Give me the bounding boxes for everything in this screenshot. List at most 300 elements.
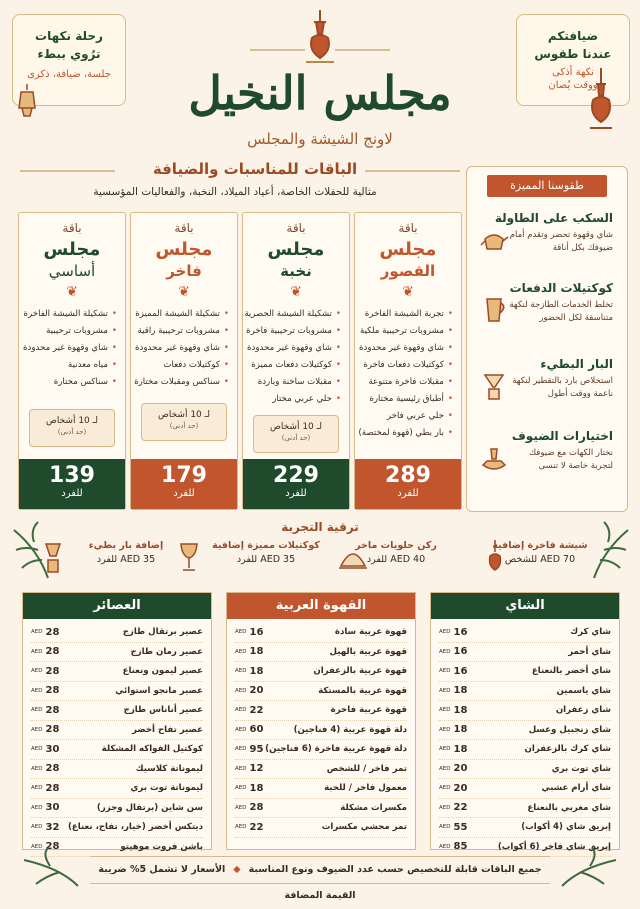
teapot-icon [479, 225, 509, 255]
menu-item [439, 740, 611, 760]
price-value: 16 [453, 665, 468, 677]
menu-item-name: عصير ليمون ونعناع [122, 666, 203, 677]
package-kind: باقة [62, 221, 82, 235]
right-slogan-line1: ضيافتكم [547, 29, 599, 43]
price-value: 18 [249, 782, 264, 794]
package-name-2: فاخر [166, 262, 202, 280]
menu-item-name: ليموناتة توت بري [130, 783, 203, 794]
upgrade-title: ركن حلويات ماخر [355, 540, 437, 551]
menu-item-price [235, 763, 263, 774]
package-price-value: 289 [385, 463, 431, 488]
menu-item [31, 682, 203, 702]
menu-item-name: مكسرات مشكلة [340, 802, 407, 813]
footer-separator-icon: ◆ [233, 864, 241, 875]
currency-label: AED [235, 765, 247, 772]
menu-item [31, 799, 203, 819]
package-kind: باقة [174, 221, 194, 235]
price-value: 32 [45, 821, 60, 833]
fan-ornament-icon: ❦ [402, 284, 414, 300]
upgrade-item [56, 540, 196, 580]
ritual-title: السكب على الطاولة [494, 211, 613, 225]
menu-item-name: عصير أناناس طازج [123, 705, 203, 716]
package-price-value: 179 [161, 463, 207, 488]
package-features [131, 306, 237, 391]
price-value: 28 [45, 704, 60, 716]
package-price [19, 459, 125, 509]
menu-item-price [439, 822, 467, 833]
menu-item-price [439, 685, 467, 696]
currency-label: AED [235, 648, 247, 655]
price-value: 12 [249, 763, 264, 775]
package-feature: • مشروبات ترحيبية فاخرة [247, 323, 341, 340]
min-guests-note: (حد أدنى) [169, 422, 199, 430]
menu-item-name: ديتكس أخضر (خيار، تفاح، نعناع) [68, 822, 203, 833]
currency-label: AED [439, 687, 451, 694]
price-value: 18 [249, 646, 264, 658]
dripper-icon [479, 371, 509, 401]
package-feature: • شاي وقهوة غير محدودة [359, 340, 453, 357]
currency-label: AED [31, 785, 43, 792]
menu-item [235, 799, 407, 819]
menu-item-price [235, 724, 263, 735]
menu-header: العصائر [23, 593, 211, 619]
menu-item-price [31, 724, 59, 735]
menu-item [235, 721, 407, 741]
menu-item-name: إبريق شاي (4 أكواب) [521, 822, 611, 833]
menu-rows [431, 619, 619, 857]
menu-item-price [31, 802, 59, 813]
price-value: 28 [45, 724, 60, 736]
package-feature: • حلي عربي فاخر [359, 408, 453, 425]
currency-label: AED [439, 707, 451, 714]
menu-item-name: شاي زعفران [555, 705, 611, 716]
currency-label: AED [439, 824, 451, 831]
menu-item-price [439, 783, 467, 794]
menu-item-price [439, 841, 467, 852]
menu-arabic-coffee [226, 592, 416, 850]
menu-item-price [439, 705, 467, 716]
package-card-luxury [130, 212, 238, 510]
currency-label: AED [235, 687, 247, 694]
menu-item [235, 662, 407, 682]
upgrade-title: كوكتيلات مميزة إضافية [212, 540, 320, 551]
menu-item [31, 662, 203, 682]
ritual-title: اختيارات الضيوف [511, 429, 613, 443]
menu-item-name: قهوة عربية بالمستكة [318, 685, 407, 696]
package-name: مجلس [155, 239, 213, 260]
menu-item [31, 760, 203, 780]
menu-item-name: قهوة عربية بالزعفران [313, 666, 407, 677]
menu-rows [227, 619, 415, 838]
menu-item-price [439, 627, 467, 638]
price-value: 18 [453, 724, 468, 736]
package-price [131, 459, 237, 509]
menu-item-price [235, 705, 263, 716]
section-divider-icon [20, 168, 460, 174]
min-guests-box [29, 409, 115, 447]
menu-item [439, 721, 611, 741]
ritual-desc: نختار الكهات مع ضيوفك لتجربة خاصة لا تنسى [529, 448, 613, 471]
right-slogan-line2: عندنا طقوس [534, 47, 612, 61]
upgrade-price: AED 35 للفرد [96, 554, 156, 565]
price-value: 28 [45, 782, 60, 794]
right-slogan-line3: نكهة أذكى [552, 67, 594, 78]
menu-item [439, 662, 611, 682]
left-slogan-line3: جلسة، ضيافة، ذكرى [27, 69, 111, 80]
package-kind: باقة [286, 221, 306, 235]
currency-label: AED [439, 785, 451, 792]
menu-item-price [235, 685, 263, 696]
menu-item [31, 623, 203, 643]
package-feature: • مياه معدنية [23, 357, 117, 374]
menu-item-price [235, 783, 263, 794]
ritual-desc: شاي وقهوة تحضر وتقدم أمام ضيوفك بكل أناقة [509, 230, 613, 253]
left-slogan-line1: رحلة نكهات [35, 29, 103, 43]
menu-item-name: إبريق شاي فاخر (6 أكواب) [497, 841, 611, 852]
menu-item [31, 779, 203, 799]
price-value: 28 [45, 685, 60, 697]
upgrade-price: AED 40 للفرد [366, 554, 426, 565]
min-guests-note: (حد أدنى) [57, 428, 87, 436]
upgrades-title: ترقية التجربة [281, 520, 359, 534]
currency-label: AED [235, 746, 247, 753]
currency-label: AED [31, 629, 43, 636]
currency-label: AED [235, 804, 247, 811]
currency-label: AED [235, 668, 247, 675]
price-value: 28 [45, 646, 60, 658]
fan-ornament-icon: ❦ [178, 284, 190, 300]
menu-item [439, 701, 611, 721]
menu-rows [23, 619, 211, 857]
currency-label: AED [31, 746, 43, 753]
currency-label: AED [31, 726, 43, 733]
package-price-unit: للفرد [173, 488, 195, 499]
price-value: 20 [453, 763, 468, 775]
menu-item-price [31, 783, 59, 794]
price-value: 28 [45, 763, 60, 775]
package-name: مجلس [379, 239, 437, 260]
price-value: 30 [45, 743, 60, 755]
currency-label: AED [31, 648, 43, 655]
cake-dome-icon [338, 546, 368, 572]
package-feature: • مشروبات ترحيبية راقية [135, 323, 229, 340]
menu-item [235, 643, 407, 663]
menu-item-name: ليموناتة كلاسيك [135, 763, 203, 774]
menu-item [235, 760, 407, 780]
menu-item [31, 740, 203, 760]
price-value: 28 [249, 802, 264, 814]
ritual-title: كوكتيلات الدفعات [509, 281, 613, 295]
hands-icon [479, 443, 509, 473]
package-price [243, 459, 349, 509]
ritual-desc: استخلاص بارد بالتقطير لنكهة ناعمة ووقت أطول [512, 376, 613, 399]
ritual-item [475, 281, 619, 325]
rituals-title: طقوسنا المميزة [487, 175, 607, 197]
page-subtitle: لاونج الشيشة والمجلس [247, 130, 393, 148]
menu-item [235, 682, 407, 702]
package-feature: • كوكتيلات دفعات [135, 357, 229, 374]
menu-item-name: قهوة عربية بالهيل [329, 646, 407, 657]
palm-footer-right-icon [560, 848, 620, 888]
right-slogan-line4: ووقت يُصان [548, 80, 598, 91]
package-price-value: 229 [273, 463, 319, 488]
footer-text-left: الأسعار لا تشمل 5% ضريبة القيمة المضافة [98, 864, 356, 901]
menu-item-price [439, 646, 467, 657]
menu-item-price [235, 822, 263, 833]
menu-item-name: دلة قهوة عربية فاخرة (6 فناجين) [265, 744, 407, 755]
menu-item-price [31, 646, 59, 657]
currency-label: AED [31, 804, 43, 811]
currency-label: AED [439, 668, 451, 675]
menu-item-name: كوكتيل الفواكه المشكلة [101, 744, 203, 755]
menu-item-price [439, 802, 467, 813]
package-feature: • شاي وقهوة غير محدودة [247, 340, 341, 357]
min-guests: لـ 10 أشخاص [45, 416, 99, 426]
currency-label: AED [31, 843, 43, 850]
package-name-2: نخبة [280, 262, 312, 280]
menu-item-name: عصير مانجو استوائي [115, 685, 203, 696]
price-value: 22 [249, 704, 264, 716]
menu-item [439, 818, 611, 838]
menu-item [439, 643, 611, 663]
menu-item-price [439, 763, 467, 774]
menu-header: الشاي [431, 593, 619, 619]
currency-label: AED [235, 726, 247, 733]
price-value: 60 [249, 724, 264, 736]
menu-item-name: عصير رمان طازج [130, 646, 203, 657]
package-feature: • شاي وقهوة غير محدودة [135, 340, 229, 357]
package-feature: • مشروبات ترحيبية [23, 323, 117, 340]
price-value: 28 [45, 665, 60, 677]
menu-item [31, 721, 203, 741]
price-value: 18 [453, 743, 468, 755]
price-value: 18 [453, 704, 468, 716]
menu-item-name: شاي ياسمين [556, 685, 611, 696]
left-slogan-line2: ترُوي ببطء [37, 47, 101, 61]
menu-item-name: عصير برتقال طازج [122, 627, 203, 638]
package-feature: • تشكيلة الشيشة الحصرية [247, 306, 341, 323]
fan-ornament-icon: ❦ [66, 284, 78, 300]
price-value: 28 [45, 626, 60, 638]
currency-label: AED [31, 824, 43, 831]
menu-item [31, 701, 203, 721]
package-card-basic [18, 212, 126, 510]
menu-item-price [31, 763, 59, 774]
palm-footer-left-icon [20, 848, 80, 888]
ritual-item [475, 357, 619, 401]
package-feature: • تجربة الشيشة الفاخرة [359, 306, 453, 323]
ritual-desc: تخلط الخدمات الطازجة لنكهة متناسقة لكل الحضور [509, 300, 613, 323]
package-price-unit: للفرد [61, 488, 83, 499]
menu-item-name: سن شاين (برتقال وجزر) [96, 802, 203, 813]
package-features [243, 306, 349, 408]
currency-label: AED [439, 648, 451, 655]
min-guests-note: (حد أدنى) [281, 434, 311, 442]
price-value: 28 [45, 841, 60, 853]
price-value: 16 [453, 646, 468, 658]
menu-item-name: شاي أخضر بالنعناع [531, 666, 611, 677]
currency-label: AED [31, 668, 43, 675]
menu-juices [22, 592, 212, 853]
min-guests-box [253, 415, 339, 453]
fan-ornament-icon: ❦ [290, 284, 302, 300]
package-price-unit: للفرد [285, 488, 307, 499]
package-feature: • شاي وقهوة غير محدودة [23, 340, 117, 357]
menu-item-price [439, 724, 467, 735]
menu-item-price [439, 744, 467, 755]
package-feature: • تشكيلة الشيشة المميزة [135, 306, 229, 323]
currency-label: AED [439, 804, 451, 811]
currency-label: AED [31, 765, 43, 772]
menu-item-name: شاي مغربي بالنعناع [527, 802, 611, 813]
menu-item-name: دلة قهوة عربية (4 فناجين) [293, 724, 407, 735]
ritual-item [475, 211, 619, 255]
menu-item-price [31, 705, 59, 716]
package-feature: • مقبلات ساخنة وباردة [247, 374, 341, 391]
package-name: مجلس [43, 239, 101, 260]
menu-item [235, 779, 407, 799]
price-value: 55 [453, 821, 468, 833]
currency-label: AED [235, 824, 247, 831]
menu-item-price [439, 666, 467, 677]
menu-item [439, 779, 611, 799]
price-value: 16 [249, 626, 264, 638]
package-kind: باقة [398, 221, 418, 235]
menu-item [439, 623, 611, 643]
menu-item-name: قهوة عربية فاخرة [330, 705, 407, 716]
package-name-2: أساسي [48, 262, 96, 280]
package-feature: • كوكتيلات دفعات مميزة [247, 357, 341, 374]
menu-item-price [235, 646, 263, 657]
shisha-icon [486, 540, 504, 574]
package-price-value: 139 [49, 463, 95, 488]
package-card-elite [242, 212, 350, 510]
currency-label: AED [439, 746, 451, 753]
menu-item-name: عصير تفاح أخضر [132, 724, 203, 735]
currency-label: AED [439, 765, 451, 772]
page-title: مجلس النخيل [188, 66, 452, 120]
package-name: مجلس [267, 239, 325, 260]
min-guests: لـ 10 أشخاص [157, 410, 211, 420]
packages-title: الباقات للمناسبات والضيافة [152, 160, 358, 178]
menu-item-price [31, 822, 59, 833]
package-feature: • حلي عربي مختار [247, 391, 341, 408]
price-value: 16 [453, 626, 468, 638]
upgrade-price: AED 35 للفرد [236, 554, 296, 565]
menu-header: القهوة العربية [227, 593, 415, 619]
menu-item [439, 799, 611, 819]
package-feature: • تشكيلة الشيشة الفاخرة [23, 306, 117, 323]
menu-item-name: شاي أرام عشبي [541, 783, 611, 794]
menu-item-name: باشن فروت موهيتو [120, 841, 203, 852]
menu-item [439, 682, 611, 702]
menu-item [235, 623, 407, 643]
pitcher-icon [479, 295, 509, 325]
menu-item-price [235, 627, 263, 638]
price-value: 85 [453, 841, 468, 853]
currency-label: AED [439, 843, 451, 850]
menu-item-name: شاي كرك [570, 627, 611, 638]
package-card-palaces [354, 212, 462, 510]
upgrade-title: إضافة بار بطيء [88, 540, 164, 551]
footer-note [90, 856, 550, 901]
price-value: 22 [453, 802, 468, 814]
package-features [355, 306, 461, 442]
currency-label: AED [31, 707, 43, 714]
currency-label: AED [235, 707, 247, 714]
min-guests-box [141, 403, 227, 441]
package-feature: • كوكتيلات دفعات فاخرة [359, 357, 453, 374]
price-value: 20 [453, 782, 468, 794]
price-value: 22 [249, 821, 264, 833]
package-feature: • بار بطي (قهوة لمختصة) [359, 425, 453, 442]
package-name-2: القصور [380, 262, 436, 280]
menu-item-price [31, 744, 59, 755]
menu-item [31, 818, 203, 838]
upgrade-title: شيشة فاخرة إضافية [492, 540, 588, 551]
price-value: 20 [249, 685, 264, 697]
menu-item-name: تمر محشي مكسرات [321, 822, 407, 833]
menu-item-price [31, 666, 59, 677]
min-guests: لـ 10 أشخاص [269, 422, 323, 432]
menu-item-name: قهوة عربية سادة [334, 627, 407, 638]
menu-item [31, 643, 203, 663]
menu-item-name: شاي كرك بالزعفران [524, 744, 611, 755]
packages-subtitle: مثالية للحفلات الخاصة، أعياد الميلاد، النخبة، والفعاليات المؤسسية [93, 186, 377, 198]
menu-item-price [235, 744, 263, 755]
menu-item-name: شاي زنجبيل وعسل [528, 724, 611, 735]
ritual-title: البار البطيء [540, 357, 613, 371]
ritual-item [475, 429, 619, 473]
menu-item [235, 701, 407, 721]
menu-item-name: شاي توت بري [551, 763, 611, 774]
upgrade-item [196, 540, 336, 580]
price-value: 30 [45, 802, 60, 814]
package-feature: • أطباق رئيسية مختارة [359, 391, 453, 408]
currency-label: AED [235, 785, 247, 792]
drip-tower-icon [44, 542, 62, 574]
menu-item-name: معمول فاخر / للحبة [324, 783, 407, 794]
footer-text-right: جميع الباقات قابلة للتخصيص حسب عدد الضيوف ونوع المناسبة [248, 864, 542, 875]
price-value: 18 [249, 665, 264, 677]
price-value: 95 [249, 743, 264, 755]
menu-tea [430, 592, 620, 853]
menu-item-price [235, 802, 263, 813]
package-feature: • مشروبات ترحيبية ملكية [359, 323, 453, 340]
package-feature: • سناكس ومقبلات مختارة [135, 374, 229, 391]
menu-item [235, 818, 407, 838]
package-features [19, 306, 125, 391]
menu-item [235, 740, 407, 760]
menu-item [439, 760, 611, 780]
package-feature: • سناكس مختارة [23, 374, 117, 391]
price-value: 18 [453, 685, 468, 697]
divider-ornament-icon [250, 44, 390, 56]
currency-label: AED [439, 726, 451, 733]
menu-item-name: تمر فاخر / للشخص [326, 763, 407, 774]
currency-label: AED [31, 687, 43, 694]
menu-item-price [31, 685, 59, 696]
menu-item-name: شاي أحمر [568, 646, 611, 657]
package-price [355, 459, 461, 509]
menu-item-price [31, 627, 59, 638]
package-feature: • مقبلات فاخرة متنوعة [359, 374, 453, 391]
rituals-panel [466, 166, 628, 512]
package-price-unit: للفرد [397, 488, 419, 499]
currency-label: AED [439, 629, 451, 636]
upgrade-price: AED 70 للشخص [504, 554, 576, 565]
menu-item-price [235, 666, 263, 677]
